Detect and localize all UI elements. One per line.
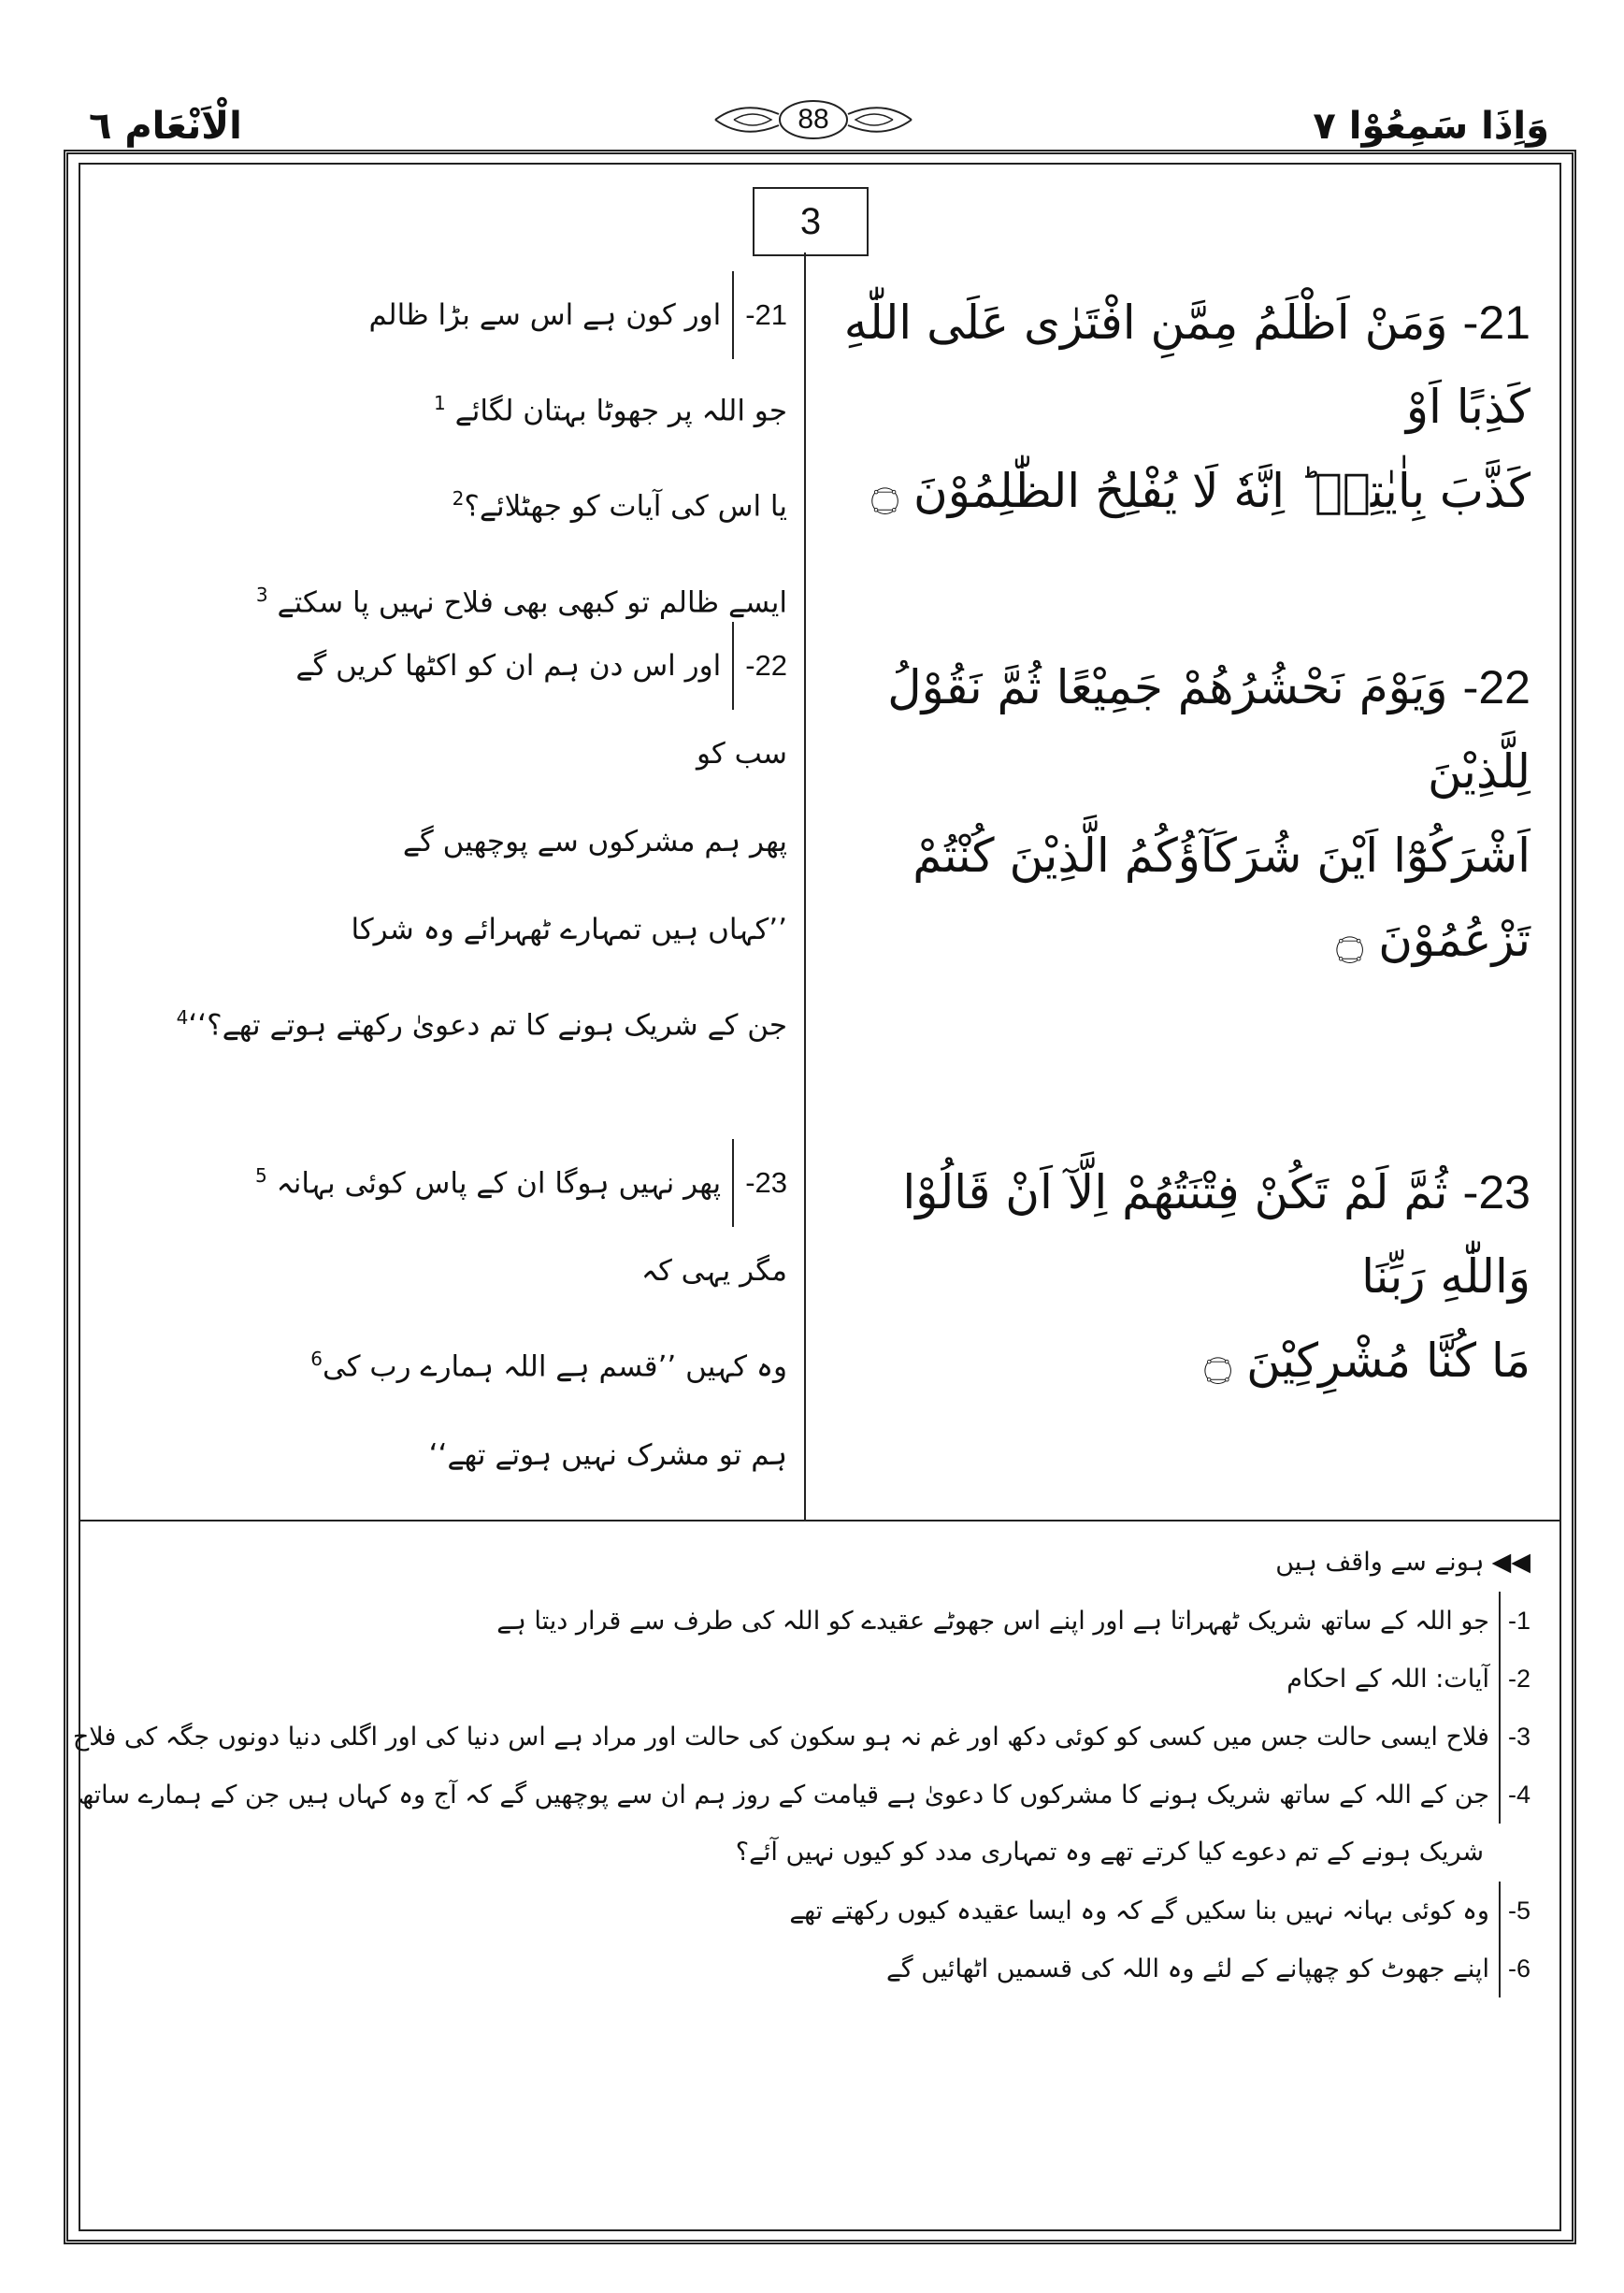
footnote-item: 1-جو اللہ کے ساتھ شریک ٹھہراتا ہے اور اپنے اس جھوٹے عقیدے کو اللہ کی طرف سے قرار دیتا ہے — [72, 1592, 1531, 1650]
verse-number: 21- — [732, 271, 787, 359]
column-divider — [804, 252, 806, 1520]
urdu-line: ایسے ظالم تو کبھی بھی فلاح نہیں پا سکتے $^3$ — [255, 583, 787, 619]
footnote-item: 2-آیات: اللہ کے احکام — [72, 1650, 1531, 1708]
footnote-item: 3-فلاح ایسی حالت جس میں کسی کو کوئی دکھ اور غم نہ ہو سکون کی حالت اور مراد ہے اس دنیا کی اور اگلی دنیا دونوں جگہ کی فلاح — [72, 1708, 1531, 1766]
urdu-line: جو اللہ پر جھوٹا بہتان لگائے $^1$ — [434, 392, 787, 428]
arabic-text: ثُمَّ لَمْ تَكُنْ فِتْنَتُهُمْ اِلَّآ اَنْ قَالُوْا وَاللّٰهِ رَبِّنَا — [902, 1165, 1531, 1304]
footnote-item: 5-وہ کوئی بہانہ نہیں بنا سکیں گے کہ وہ ایسا عقیدہ کیوں رکھتے تھے — [72, 1882, 1531, 1940]
footnote-continuation: شریک ہونے کے تم دعوے کیا کرتے تھے وہ تمہاری مدد کو کیوں نہیں آئے؟ — [735, 1838, 1484, 1867]
footnote-ref: 2 — [452, 487, 465, 511]
urdu-line: پھر ہم مشرکوں سے پوچھیں گے — [402, 825, 787, 858]
notes-divider — [79, 1520, 1561, 1521]
ruku-number: 3 — [753, 187, 869, 256]
urdu-line: 21-اور کون ہے اس سے بڑا ظالم — [133, 271, 787, 359]
arabic-line: 23- ثُمَّ لَمْ تَكُنْ فِتْنَتُهُمْ اِلَّآ اَنْ قَالُوْا وَاللّٰهِ رَبِّنَا — [902, 1165, 1531, 1304]
arabic-line: اَشْرَكُوْٓا اَيْنَ شُرَكَآؤُكُمُ الَّذِيْنَ كُنْتُمْ تَزْعُمُوْنَ ۝ — [913, 829, 1531, 967]
continuation-note: ◀◀ہونے سے واقف ہیں — [1275, 1548, 1531, 1577]
urdu-line: جن کے شریک ہونے کا تم دعویٰ رکھتے ہوتے تھے؟‘‘$^4$ — [176, 1006, 787, 1043]
page-number: 88 — [798, 104, 829, 135]
footnote-ref: 4 — [176, 1006, 189, 1029]
footnote-ref: 1 — [434, 392, 446, 414]
footnote-ref: 6 — [310, 1348, 323, 1371]
verse-number: 23 — [1478, 1166, 1531, 1219]
urdu-line: 22-اور اس دن ہم ان کو اکٹھا کریں گے — [133, 622, 787, 710]
page-number-ornament — [706, 94, 921, 146]
verse-number: 23- — [732, 1139, 787, 1227]
arabic-line: 22- وَيَوْمَ نَحْشُرُهُمْ جَمِيْعًا ثُمَّ نَقُوْلُ لِلَّذِيْنَ — [887, 660, 1531, 799]
urdu-line: 23-پھر نہیں ہوگا ان کے پاس کوئی بہانہ $^5$ — [133, 1132, 787, 1227]
footnote-item: 4-جن کے اللہ کے ساتھ شریک ہونے کا مشرکوں کا دعویٰ ہے قیامت کے روز ہم ان سے پوچھیں گے کہ آج وہ کہاں ہیں جن کے ہمارے ساتھ — [72, 1766, 1531, 1824]
verse-23-arabic — [839, 1150, 1531, 1403]
footnote-ref: 3 — [255, 583, 268, 606]
urdu-line: ہم تو مشرک نہیں ہوتے تھے‘‘ — [428, 1437, 787, 1472]
verse-22-arabic — [839, 645, 1531, 982]
urdu-line: سب کو — [696, 737, 787, 771]
verse-number: 22 — [1478, 661, 1531, 714]
surah-section-title: وَاِذَا سَمِعُوْا ٧ — [1313, 105, 1549, 148]
arabic-text: وَمَنْ اَظْلَمُ مِمَّنِ افْتَرٰى عَلَى اللّٰهِ كَذِبًا اَوْ — [843, 296, 1531, 434]
verse-21-arabic — [839, 281, 1531, 533]
arabic-text: وَيَوْمَ نَحْشُرُهُمْ جَمِيْعًا ثُمَّ نَقُوْلُ لِلَّذِيْنَ — [887, 660, 1531, 799]
verse-22-urdu — [133, 622, 787, 1069]
footnotes — [72, 1534, 1531, 1997]
surah-name-title: الْاَنْعَام ٦ — [89, 105, 242, 148]
footnote-ref: 5 — [254, 1164, 267, 1187]
urdu-line: مگر یہی کہ — [640, 1254, 787, 1289]
verse-21-urdu — [133, 271, 787, 646]
continuation-arrow-icon: ◀◀ — [1491, 1548, 1531, 1577]
urdu-line: ’’کہاں ہیں تمہارے ٹھہرائے وہ شرکا — [351, 913, 787, 946]
arabic-line: 21- وَمَنْ اَظْلَمُ مِمَّنِ افْتَرٰى عَلَى اللّٰهِ كَذِبًا اَوْ — [843, 296, 1531, 434]
verse-23-urdu — [133, 1132, 787, 1499]
arabic-line: مَا كُنَّا مُشْرِكِيْنَ ۝ — [1203, 1334, 1531, 1388]
urdu-line: وہ کہیں ’’قسم ہے اللہ ہمارے رب کی$^6$ — [310, 1348, 787, 1384]
urdu-line: یا اس کی آیات کو جھٹلائے؟$^2$ — [452, 487, 787, 524]
footnote-item: 6-اپنے جھوٹ کو چھپانے کے لئے وہ اللہ کی قسمیں اٹھائیں گے — [72, 1940, 1531, 1997]
verse-number: 22- — [732, 622, 787, 710]
verse-number: 21 — [1478, 296, 1531, 349]
arabic-line: كَذَّبَ بِاٰيٰتِهٖ ؕ اِنَّهٗ لَا يُفْلِحُ الظّٰلِمُوْنَ ۝ — [870, 464, 1531, 518]
